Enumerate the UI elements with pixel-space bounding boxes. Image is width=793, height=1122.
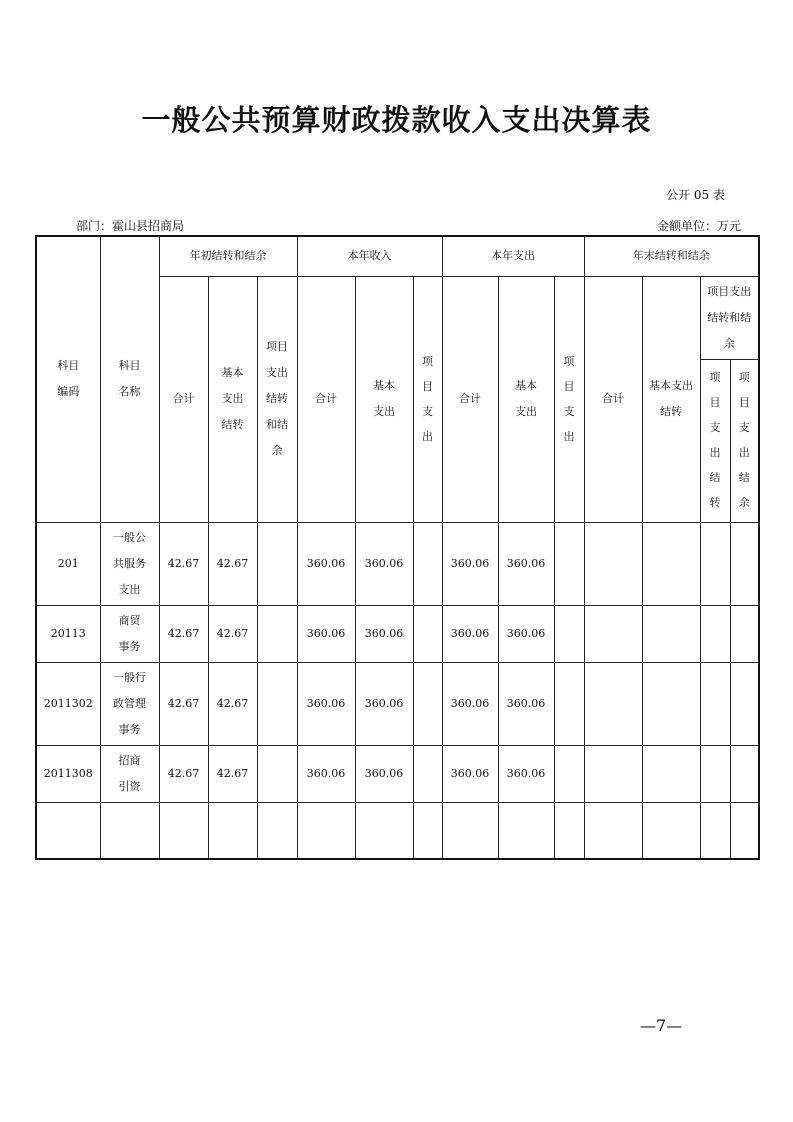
empty-row bbox=[36, 802, 759, 859]
cell-income-basic: 360.06 bbox=[355, 522, 413, 605]
row-code: 20113 bbox=[36, 605, 100, 662]
cell-end-project-carry bbox=[700, 745, 730, 802]
header-name: 科目名称 bbox=[100, 236, 159, 522]
cell-income-project bbox=[413, 745, 442, 802]
cell-begin-basic: 42.67 bbox=[208, 522, 257, 605]
cell-end-project-surplus bbox=[730, 605, 759, 662]
row-name: 商贸事务 bbox=[100, 605, 159, 662]
header-end-project-surplus: 项目支出结余 bbox=[730, 359, 759, 522]
empty-cell bbox=[442, 802, 498, 859]
cell-begin-project bbox=[257, 605, 297, 662]
cell-income-project bbox=[413, 605, 442, 662]
cell-end-basic bbox=[642, 522, 700, 605]
cell-income-basic: 360.06 bbox=[355, 605, 413, 662]
table-row bbox=[36, 662, 759, 745]
row-code: 2011302 bbox=[36, 662, 100, 745]
cell-expense-project bbox=[554, 662, 584, 745]
cell-income-basic: 360.06 bbox=[355, 745, 413, 802]
table-row bbox=[36, 605, 759, 662]
header-code: 科目编码 bbox=[36, 236, 100, 522]
empty-cell bbox=[554, 802, 584, 859]
header-end-project-group: 项目支出结转和结余 bbox=[700, 276, 759, 359]
empty-cell bbox=[159, 802, 208, 859]
cell-expense-project bbox=[554, 745, 584, 802]
header-begin-project: 项目支出结转和结余 bbox=[257, 276, 297, 522]
cell-end-project-carry bbox=[700, 605, 730, 662]
header-expense-project: 项目支出 bbox=[554, 276, 584, 522]
cell-end-project-carry bbox=[700, 662, 730, 745]
cell-begin-total: 42.67 bbox=[159, 522, 208, 605]
empty-cell bbox=[208, 802, 257, 859]
page-number: —7— bbox=[640, 1016, 683, 1035]
cell-income-total: 360.06 bbox=[297, 522, 355, 605]
cell-end-basic bbox=[642, 745, 700, 802]
cell-end-project-surplus bbox=[730, 522, 759, 605]
header-group-income: 本年收入 bbox=[297, 236, 442, 276]
cell-begin-basic: 42.67 bbox=[208, 745, 257, 802]
cell-begin-total: 42.67 bbox=[159, 662, 208, 745]
cell-end-total bbox=[584, 745, 642, 802]
cell-expense-total: 360.06 bbox=[442, 745, 498, 802]
cell-income-total: 360.06 bbox=[297, 662, 355, 745]
cell-end-total bbox=[584, 662, 642, 745]
empty-cell bbox=[700, 802, 730, 859]
cell-end-project-surplus bbox=[730, 745, 759, 802]
header-group-begin: 年初结转和结余 bbox=[159, 236, 297, 276]
empty-cell bbox=[100, 802, 159, 859]
cell-expense-total: 360.06 bbox=[442, 605, 498, 662]
row-name: 一般行政管理事务 bbox=[100, 662, 159, 745]
cell-begin-total: 42.67 bbox=[159, 605, 208, 662]
cell-expense-total: 360.06 bbox=[442, 522, 498, 605]
cell-expense-basic: 360.06 bbox=[498, 605, 554, 662]
amount-unit-label: 金额单位：万元 bbox=[656, 219, 741, 233]
empty-cell bbox=[413, 802, 442, 859]
cell-income-project bbox=[413, 662, 442, 745]
header-end-total: 合计 bbox=[584, 276, 642, 522]
cell-begin-project bbox=[257, 662, 297, 745]
cell-expense-basic: 360.06 bbox=[498, 522, 554, 605]
row-name: 一般公共服务支出 bbox=[100, 522, 159, 605]
header-income-project: 项目支出 bbox=[413, 276, 442, 522]
row-code: 2011308 bbox=[36, 745, 100, 802]
cell-income-project bbox=[413, 522, 442, 605]
header-expense-basic: 基本支出 bbox=[498, 276, 554, 522]
cell-expense-total: 360.06 bbox=[442, 662, 498, 745]
budget-table bbox=[35, 235, 760, 860]
header-income-total: 合计 bbox=[297, 276, 355, 522]
cell-expense-basic: 360.06 bbox=[498, 745, 554, 802]
cell-expense-project bbox=[554, 605, 584, 662]
empty-cell bbox=[730, 802, 759, 859]
cell-begin-project bbox=[257, 745, 297, 802]
cell-income-basic: 360.06 bbox=[355, 662, 413, 745]
table-row bbox=[36, 522, 759, 605]
cell-end-basic bbox=[642, 605, 700, 662]
table-row bbox=[36, 745, 759, 802]
empty-cell bbox=[257, 802, 297, 859]
page-title: 一般公共预算财政拨款收入支出决算表 bbox=[141, 103, 652, 137]
header-begin-basic: 基本支出结转 bbox=[208, 276, 257, 522]
empty-cell bbox=[584, 802, 642, 859]
row-name: 招商引资 bbox=[100, 745, 159, 802]
cell-expense-basic: 360.06 bbox=[498, 662, 554, 745]
cell-end-basic bbox=[642, 662, 700, 745]
cell-expense-project bbox=[554, 522, 584, 605]
cell-begin-basic: 42.67 bbox=[208, 605, 257, 662]
empty-cell bbox=[642, 802, 700, 859]
header-end-basic: 基本支出结转 bbox=[642, 276, 700, 522]
form-number: 公开 05 表 bbox=[666, 188, 725, 202]
empty-cell bbox=[36, 802, 100, 859]
cell-begin-total: 42.67 bbox=[159, 745, 208, 802]
header-income-basic: 基本支出 bbox=[355, 276, 413, 522]
cell-begin-basic: 42.67 bbox=[208, 662, 257, 745]
cell-end-project-surplus bbox=[730, 662, 759, 745]
cell-end-project-carry bbox=[700, 522, 730, 605]
cell-end-total bbox=[584, 605, 642, 662]
cell-begin-project bbox=[257, 522, 297, 605]
cell-end-total bbox=[584, 522, 642, 605]
header-group-expense: 本年支出 bbox=[442, 236, 584, 276]
cell-income-total: 360.06 bbox=[297, 605, 355, 662]
cell-income-total: 360.06 bbox=[297, 745, 355, 802]
department-label: 部门：霍山县招商局 bbox=[76, 219, 185, 233]
header-expense-total: 合计 bbox=[442, 276, 498, 522]
header-begin-total: 合计 bbox=[159, 276, 208, 522]
row-code: 201 bbox=[36, 522, 100, 605]
empty-cell bbox=[355, 802, 413, 859]
header-end-project-carry: 项目支出结转 bbox=[700, 359, 730, 522]
header-group-end: 年末结转和结余 bbox=[584, 236, 759, 276]
empty-cell bbox=[498, 802, 554, 859]
empty-cell bbox=[297, 802, 355, 859]
